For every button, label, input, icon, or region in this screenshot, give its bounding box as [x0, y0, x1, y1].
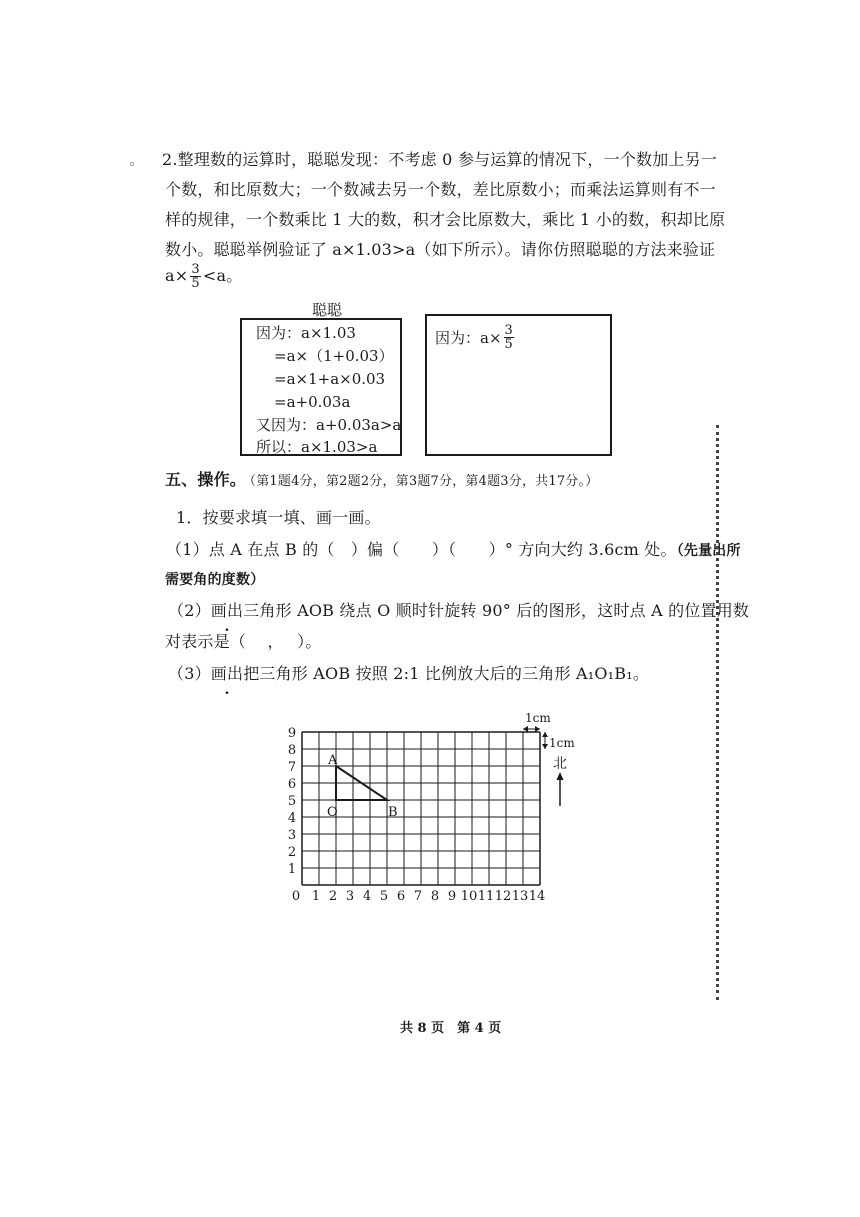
y-tick-label: 4: [287, 811, 297, 826]
scale-label-horizontal: 1cm: [525, 711, 551, 725]
question-1-part-2: [168, 601, 749, 621]
y-tick-label: 5: [287, 794, 297, 809]
scale-arrow-down: [542, 744, 548, 749]
x-tick-label: 11: [477, 889, 495, 904]
scale-arrow-left: [523, 726, 528, 732]
congcong-row-4: =a+0.03a: [274, 393, 351, 411]
point-label-b: B: [388, 805, 398, 820]
scale-arrow-up: [542, 732, 548, 737]
page-footer: 共 8 页 第 4 页: [400, 1021, 502, 1036]
congcong-row-1: 因为：a×1.03: [256, 324, 356, 342]
question-1-part-2-label: （2）: [168, 601, 211, 620]
scale-label-vertical: 1cm: [549, 736, 575, 750]
x-tick-label: 13: [511, 889, 529, 904]
claim-suffix: <a。: [202, 266, 243, 285]
grid-lines: [302, 732, 540, 885]
y-tick-label: 1: [287, 862, 297, 877]
answer-box[interactable]: [425, 314, 612, 456]
point-label-o: O: [327, 805, 338, 820]
x-tick-label: 12: [494, 889, 512, 904]
north-arrow-head: [557, 772, 564, 780]
section-5-title: 五、操作。: [165, 470, 247, 489]
x-tick-label: 5: [379, 889, 389, 904]
x-tick-label: 0: [291, 889, 301, 904]
congcong-box-title: 聪聪: [312, 301, 343, 319]
y-tick-label: 2: [287, 845, 297, 860]
margin-mark: ◦: [128, 158, 136, 173]
question-1: 1．按要求填一填、画一画。: [176, 508, 381, 527]
x-tick-label: 14: [528, 889, 546, 904]
problem-2-line-1: 2.整理数的运算时，聪聪发现：不考虑 0 参与运算的情况下，一个数加上另一: [162, 150, 718, 169]
question-1-part-1-note-cont: 需要角的度数）: [165, 572, 265, 588]
x-tick-label: 2: [328, 889, 338, 904]
congcong-row-6: 所以：a×1.03>a: [256, 438, 378, 456]
y-tick-label: 6: [287, 777, 297, 792]
question-1-part-1-note: （先量出所: [676, 543, 741, 559]
x-tick-label: 8: [430, 889, 440, 904]
y-tick-label: 8: [287, 743, 297, 758]
y-tick-label: 3: [287, 828, 297, 843]
x-tick-label: 3: [345, 889, 355, 904]
coordinate-grid: [270, 700, 590, 925]
x-tick-label: 7: [413, 889, 423, 904]
scale-arrow-right: [535, 726, 540, 732]
binding-line: [716, 425, 719, 1000]
question-1-part-1-text: （1）点 A 在点 B 的（ ）偏（ ）（ ）° 方向大约 3.6cm 处。: [166, 540, 677, 559]
grid-legend: [523, 711, 575, 806]
point-label-a: A: [328, 753, 338, 768]
claim-denominator: 5: [191, 275, 200, 291]
problem-2-line-3: 样的规律，一个数乘比 1 大的数，积才会比原数大，乘比 1 小的数，积却比原: [165, 210, 726, 229]
congcong-box: [240, 318, 402, 456]
question-1-part-2-emphasis: 画出: [210, 601, 244, 620]
congcong-row-3: =a×1+a×0.03: [274, 370, 386, 388]
congcong-row-5: 又因为：a+0.03a>a: [256, 416, 402, 434]
x-tick-label: 9: [447, 889, 457, 904]
problem-2-line-2: 个数，和比原数大；一个数减去另一个数，差比原数小；而乘法运算则有不一: [165, 180, 716, 199]
y-tick-label: 9: [287, 726, 297, 741]
problem-2-line-4: 数小。聪聪举例验证了 a×1.03>a（如下所示）。请你仿照聪聪的方法来验证: [165, 240, 716, 259]
question-1-part-2-cont: 对表示是（ ， ）。: [165, 632, 322, 651]
question-1-part-3-emphasis: 画出: [210, 664, 244, 683]
answer-numerator: 3: [504, 323, 513, 338]
question-1-part-3-text: 把三角形 AOB 按照 2:1 比例放大后的三角形 A₁O₁B₁。: [243, 664, 650, 683]
x-tick-label: 1: [311, 889, 321, 904]
question-1-part-1: [166, 540, 741, 561]
answer-box-start: [435, 324, 516, 351]
claim-prefix: a×: [165, 266, 189, 285]
question-1-part-3: [168, 664, 649, 684]
answer-prefix: 因为：a×: [435, 328, 502, 347]
answer-fraction: [504, 324, 514, 351]
question-1-part-2-text: 三角形 AOB 绕点 O 顺时针旋转 90° 后的图形，这时点 A 的位置用数: [243, 601, 750, 620]
x-tick-label: 6: [396, 889, 406, 904]
x-tick-label: 10: [460, 889, 478, 904]
y-tick-label: 7: [287, 760, 297, 775]
x-tick-label: 4: [362, 889, 372, 904]
problem-2-claim: [165, 258, 242, 294]
question-1-part-3-label: （3）: [168, 664, 211, 683]
section-5-scoring: （第1题4分，第2题2分，第3题7分，第4题3分，共17分。）: [243, 474, 599, 489]
answer-denominator: 5: [504, 337, 513, 352]
north-label: 北: [553, 756, 567, 772]
claim-fraction: [190, 263, 200, 290]
congcong-row-2: =a×（1+0.03）: [274, 347, 394, 365]
claim-numerator: 3: [191, 261, 200, 277]
